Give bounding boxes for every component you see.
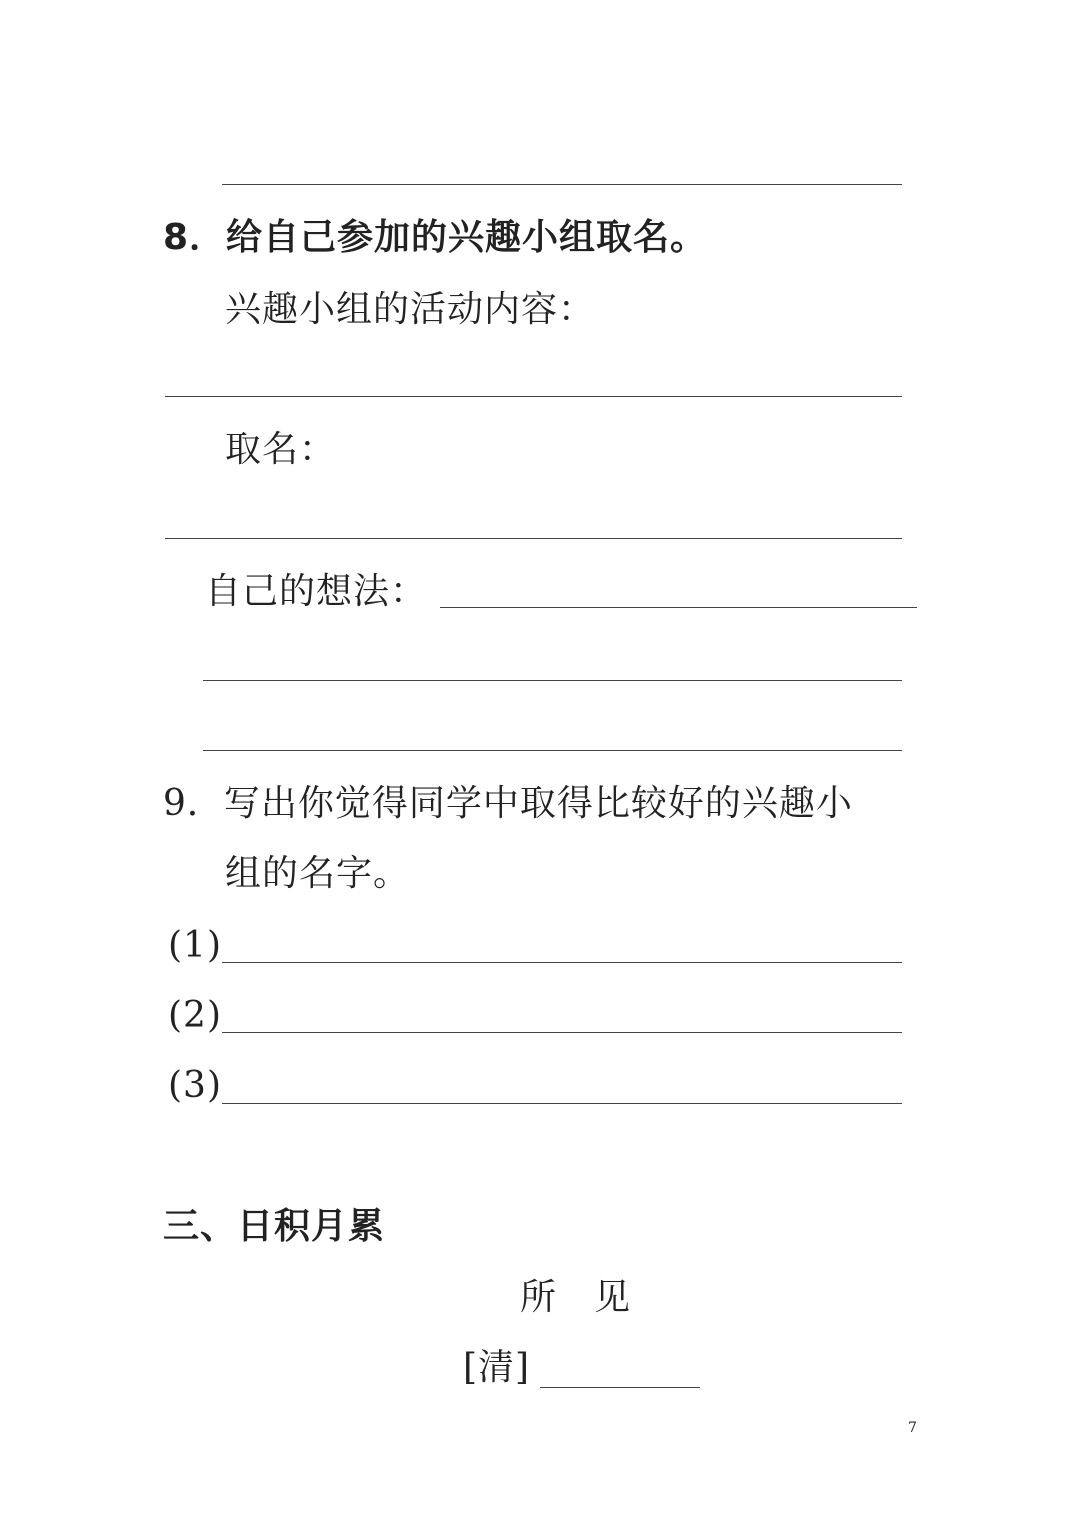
poem-title: 所 见 (520, 1277, 632, 1318)
name-answer-line[interactable] (165, 538, 902, 539)
item-1-label: (1) (168, 925, 222, 966)
item-2-answer-line[interactable] (222, 1032, 902, 1033)
activity-answer-line[interactable] (165, 396, 902, 397)
idea-answer-line-2[interactable] (203, 680, 902, 681)
author-answer-line[interactable] (540, 1387, 700, 1388)
answer-line-top[interactable] (222, 184, 902, 185)
idea-answer-line-1[interactable] (440, 607, 917, 608)
question-8-title: 8．给自己参加的兴趣小组取名。 (163, 217, 708, 258)
question-9-line-1: 9．写出你觉得同学中取得比较好的兴趣小 (163, 783, 853, 824)
question-9-line-2: 组的名字。 (225, 853, 411, 894)
activity-label: 兴趣小组的活动内容： (225, 289, 596, 330)
name-label: 取名： (225, 429, 337, 470)
author-prefix: [清] (463, 1347, 531, 1388)
item-3-answer-line[interactable] (222, 1103, 902, 1104)
idea-label: 自己的想法： (205, 571, 428, 612)
section-3-title: 三、日积月累 (163, 1206, 386, 1247)
item-2-label: (2) (168, 995, 222, 1036)
item-1-answer-line[interactable] (222, 962, 902, 963)
page-number: 7 (908, 1420, 917, 1436)
item-3-label: (3) (168, 1065, 222, 1106)
idea-answer-line-3[interactable] (203, 750, 902, 751)
